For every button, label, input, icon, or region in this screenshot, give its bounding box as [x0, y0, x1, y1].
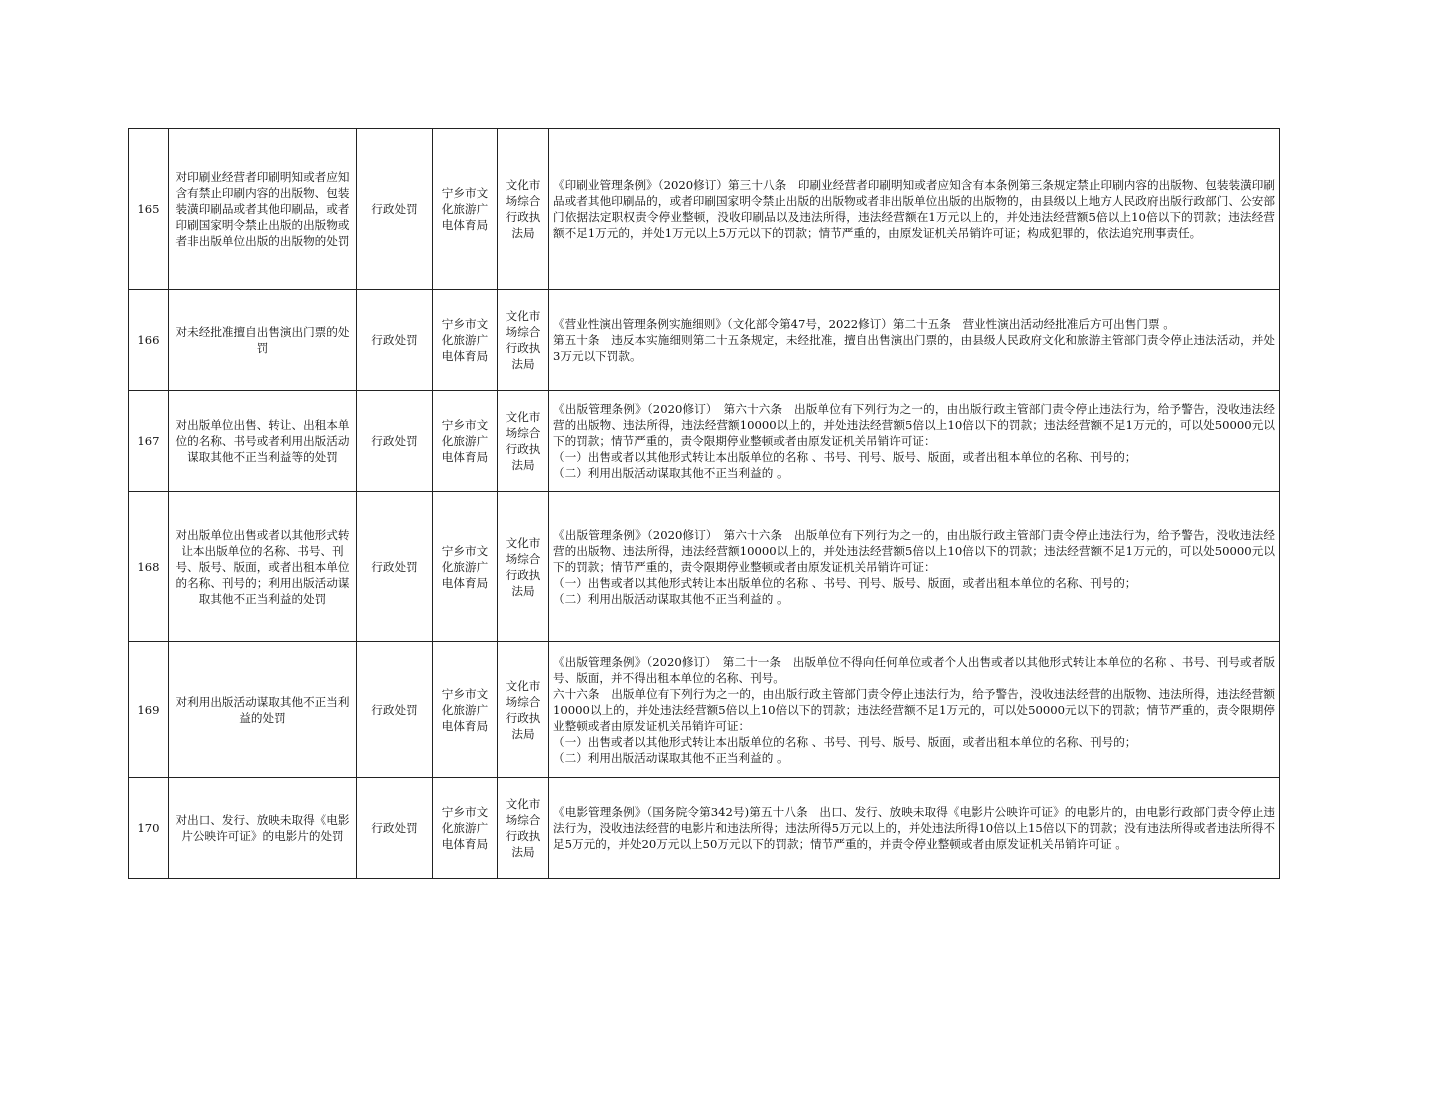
legal-basis-paragraph: 《出版管理条例》（2020修订） 第六十六条 出版单位有下列行为之一的，由出版行政主管部门责令停止违法行为，给予警告，没收违法经营的出版物、违法所得，违法经营额10000以上的，并处违法经营额5倍以上10倍以下的罚款；违法经营额不足1万元的，可以处50000元以下的罚款；情节严重的，责令限期停业整顿或者由原发证机关吊销许可证： [553, 527, 1275, 574]
power-type: 行政处罚 [357, 778, 433, 879]
executing-body: 文化市场综合行政执法局 [498, 129, 549, 290]
power-type: 行政处罚 [357, 492, 433, 642]
legal-basis-paragraph: （一）出售或者以其他形式转让本出版单位的名称 、书号、刊号、版号、版面，或者出租本单位的名称、刊号的； [553, 450, 1137, 464]
power-type: 行政处罚 [357, 391, 433, 492]
power-list-table [128, 128, 1280, 879]
legal-basis-paragraph: （二）利用出版活动谋取其他不正当利益的 。 [553, 591, 789, 606]
power-type: 行政处罚 [357, 290, 433, 391]
legal-basis-paragraph: （一）出售或者以其他形式转让本出版单位的名称 、书号、刊号、版号、版面，或者出租本单位的名称、刊号的； [553, 575, 1137, 590]
legal-basis-paragraph: （二）利用出版活动谋取其他不正当利益的 。 [553, 466, 789, 480]
legal-basis [549, 778, 1280, 879]
table-row [129, 642, 1280, 778]
table-row [129, 290, 1280, 391]
legal-basis-paragraph: 六十六条 出版单位有下列行为之一的，由出版行政主管部门责令停止违法行为，给予警告，没收违法经营的出版物、违法所得，违法经营额10000以上的，并处违法经营额5倍以上10倍以下的罚款；违法经营额不足1万元的，可以处50000元以下的罚款；情节严重的，责令限期停业整顿或者由原发证机关吊销许可证： [553, 686, 1275, 733]
legal-basis [549, 642, 1280, 778]
item-name: 对出版单位出售、转让、出租本单位的名称、书号或者利用出版活动谋取其他不正当利益等的处罚 [169, 391, 357, 492]
implementing-department: 宁乡市文化旅游广电体育局 [433, 492, 498, 642]
table-row [129, 391, 1280, 492]
legal-basis [549, 129, 1280, 290]
legal-basis [549, 492, 1280, 642]
legal-basis-paragraph: （一）出售或者以其他形式转让本出版单位的名称 、书号、刊号、版号、版面，或者出租本单位的名称、刊号的； [553, 734, 1137, 749]
legal-basis-paragraph: 《出版管理条例》（2020修订） 第六十六条 出版单位有下列行为之一的，由出版行政主管部门责令停止违法行为，给予警告，没收违法经营的出版物、违法所得，违法经营额10000以上的，并处违法经营额5倍以上10倍以下的罚款；违法经营额不足1万元的，可以处50000元以下的罚款；情节严重的，责令限期停业整顿或者由原发证机关吊销许可证： [553, 402, 1275, 448]
item-name: 对出口、发行、放映未取得《电影片公映许可证》的电影片的处罚 [169, 778, 357, 879]
legal-basis-paragraph: 《电影管理条例》（国务院令第342号)第五十八条 出口、发行、放映未取得《电影片公映许可证》的电影片的，由电影行政部门责令停止违法行为，没收违法经营的电影片和违法所得；违法所得5万元以上的，并处违法所得10倍以上15倍以下的罚款；没有违法所得或者违法所得不足5万元的，并处20万元以上50万元以下的罚款；情节严重的，并责令停业整顿或者由原发证机关吊销许可证 。 [553, 805, 1275, 851]
row-number: 167 [129, 391, 169, 492]
legal-basis [549, 290, 1280, 391]
item-name: 对出版单位出售或者以其他形式转让本出版单位的名称、书号、刊号、版号、版面，或者出租本单位的名称、刊号的；利用出版活动谋取其他不正当利益的处罚 [169, 492, 357, 642]
item-name: 对未经批准擅自出售演出门票的处罚 [169, 290, 357, 391]
table-row [129, 492, 1280, 642]
executing-body: 文化市场综合行政执法局 [498, 391, 549, 492]
legal-basis-paragraph: 《印刷业管理条例》（2020修订）第三十八条 印刷业经营者印刷明知或者应知含有本条例第三条规定禁止印刷内容的出版物、包装装潢印刷品或者其他印刷品的，或者印刷国家明令禁止出版的出版物或者非出版单位出版的出版物的，由县级以上地方人民政府出版行政部门、公安部门依据法定职权责令停业整顿，没收印刷品以及违法所得，违法经营额在1万元以上的，并处违法经营额5倍以上10倍以下的罚款；违法经营额不足1万元的，并处1万元以上5万元以下的罚款；情节严重的，由原发证机关吊销许可证；构成犯罪的，依法追究刑事责任。 [553, 178, 1275, 240]
executing-body: 文化市场综合行政执法局 [498, 492, 549, 642]
row-number: 165 [129, 129, 169, 290]
item-name: 对利用出版活动谋取其他不正当利益的处罚 [169, 642, 357, 778]
implementing-department: 宁乡市文化旅游广电体育局 [433, 391, 498, 492]
executing-body: 文化市场综合行政执法局 [498, 642, 549, 778]
row-number: 170 [129, 778, 169, 879]
row-number: 166 [129, 290, 169, 391]
implementing-department: 宁乡市文化旅游广电体育局 [433, 642, 498, 778]
legal-basis-paragraph: （二）利用出版活动谋取其他不正当利益的 。 [553, 750, 789, 765]
power-type: 行政处罚 [357, 642, 433, 778]
implementing-department: 宁乡市文化旅游广电体育局 [433, 778, 498, 879]
executing-body: 文化市场综合行政执法局 [498, 290, 549, 391]
legal-basis [549, 391, 1280, 492]
executing-body: 文化市场综合行政执法局 [498, 778, 549, 879]
power-type: 行政处罚 [357, 129, 433, 290]
legal-basis-paragraph: 第五十条 违反本实施细则第二十五条规定，未经批准，擅自出售演出门票的，由县级人民政府文化和旅游主管部门责令停止违法活动，并处3万元以下罚款。 [553, 333, 1275, 363]
row-number: 169 [129, 642, 169, 778]
implementing-department: 宁乡市文化旅游广电体育局 [433, 129, 498, 290]
table-row [129, 778, 1280, 879]
row-number: 168 [129, 492, 169, 642]
legal-basis-paragraph: 《出版管理条例》（2020修订） 第二十一条 出版单位不得向任何单位或者个人出售或者以其他形式转让本单位的名称 、书号、刊号或者版号、版面，并不得出租本单位的名称、刊号。 [553, 654, 1275, 685]
table-row [129, 129, 1280, 290]
legal-basis-paragraph: 《营业性演出管理条例实施细则》（文化部令第47号，2022修订）第二十五条 营业性演出活动经批准后方可出售门票 。 [553, 317, 1175, 331]
table-body [129, 129, 1280, 879]
implementing-department: 宁乡市文化旅游广电体育局 [433, 290, 498, 391]
item-name: 对印刷业经营者印刷明知或者应知含有禁止印刷内容的出版物、包装装潢印刷品或者其他印刷品，或者印刷国家明令禁止出版的出版物或者非出版单位出版的出版物的处罚 [169, 129, 357, 290]
